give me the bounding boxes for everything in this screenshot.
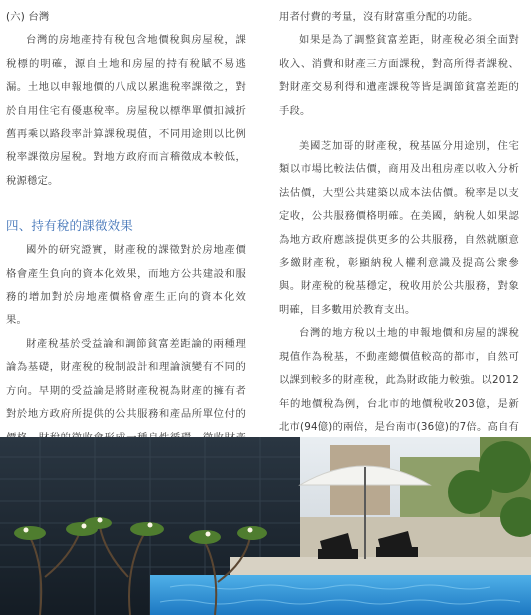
- paragraph: 台灣的房地產持有稅包含地價稅與房屋稅，課稅標的明確，源自土地和房屋的持有稅賦不易逃漏。土地以申報地價的八成以累進稅率課徵之，對於自用住宅有優惠稅率。房屋稅以標準單價扣減折舊再乘以路段率計算課稅現值，不同用途則以比例稅率課徵房屋稅。對地方政府而言稽徵成本較低，稅源穩定。: [6, 34, 246, 187]
- paragraph: 如果是為了調整貧富差距，財產稅必須全面對收入、消費和財產三方面課稅，對高所得者課稅、對財產交易利得和遺產課稅等皆是調節貧富差距的手段。: [279, 34, 519, 117]
- paragraph: 用者付費的考量，沒有財富重分配的功能。: [279, 11, 479, 23]
- pool-deck: [230, 557, 531, 577]
- pool-photo: [0, 437, 531, 615]
- pool-scene-illustration: [0, 437, 531, 615]
- paragraph: 美國芝加哥的財產稅，稅基區分用途別，住宅類以市場比較法估價，商用及出租房產以收入分析法估價，大型公共建築以成本法估價。稅率是以支定收，公共服務價格明確。在美國，納稅人如果認為地方政府應該提供更多的公共服務，自然就願意多繳財產稅，彰顯納稅人權利意識及提高公衆參與。財產稅的稅基穩定，稅收用於公共服務，對象明確，目多數用於教育支出。: [279, 140, 519, 316]
- paragraph: 台灣的地方稅以土地的申報地價和房屋的課稅現值作為稅基，不動產總價值較高的都市，自然可以課到較多的財產稅，此為財政能力較強。以2012年的地價稅為例，台北市的地價稅收203億，是新北市(94億)的兩倍，是台南市(36億)的7倍。高自有: [279, 327, 519, 433]
- paragraph: 財產稅基於受益論和調節貧富差距論的兩種理論為基礎，財產稅的稅制設計和理論演變有不同的方向。早期的受益論是將財產稅視為財產的擁有者對於地方政府所提供的公共服務和產品所單位付的: [6, 337, 246, 421]
- subsection-heading: (六) 台灣: [6, 11, 50, 23]
- section-heading: 四、持有稅的課徵效果: [6, 218, 134, 234]
- right-column: [279, 6, 519, 510]
- paragraph: 國外的研究證實，財產稅的課徵對於房地產價格會產生負向的資本化效果，而地方公共建設和服務的增加對於房地產價格會產生正向的資本化效果。: [6, 244, 246, 327]
- pool-water: [150, 575, 531, 615]
